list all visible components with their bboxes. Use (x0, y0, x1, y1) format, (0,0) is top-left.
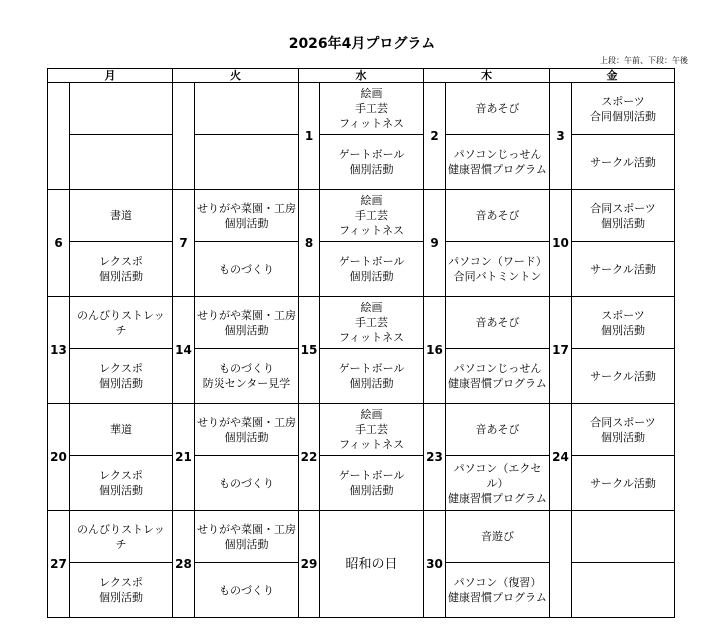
afternoon-activity: ゲートボール 個別活動 (320, 349, 424, 404)
program-calendar (47, 68, 675, 618)
morning-activity: 絵画 手工芸 フィットネス (320, 190, 424, 242)
morning-activity: 絵画 手工芸 フィットネス (320, 404, 424, 456)
afternoon-activity (70, 135, 173, 190)
day-number: 22 (299, 404, 320, 511)
morning-activity: 絵画 手工芸 フィットネス (320, 83, 424, 135)
day-number: 14 (173, 297, 195, 404)
day-number: 21 (173, 404, 195, 511)
week-pm-row (48, 135, 675, 190)
day-number: 10 (550, 190, 572, 297)
afternoon-activity: サークル活動 (572, 242, 675, 297)
day-number: 24 (550, 404, 572, 511)
afternoon-activity: レクスポ 個別活動 (70, 563, 173, 618)
morning-activity (572, 511, 675, 563)
afternoon-activity: ものづくり (195, 563, 299, 618)
day-number: 1 (299, 83, 320, 190)
weekday-header: 金 (550, 69, 675, 83)
afternoon-activity: パソコンじっせん 健康習慣プログラム (446, 349, 550, 404)
day-number: 8 (299, 190, 320, 297)
morning-activity: スポーツ 個別活動 (572, 297, 675, 349)
day-number: 15 (299, 297, 320, 404)
week-pm-row (48, 242, 675, 297)
day-number: 23 (424, 404, 446, 511)
schedule-note: 上段：午前、下段：午後 (600, 56, 688, 65)
afternoon-activity: レクスポ 個別活動 (70, 242, 173, 297)
day-number: 20 (48, 404, 70, 511)
day-number: 3 (550, 83, 572, 190)
weekday-header: 水 (299, 69, 424, 83)
morning-activity: 絵画 手工芸 フィットネス (320, 297, 424, 349)
week-am-row (48, 404, 675, 456)
weekday-header: 月 (48, 69, 173, 83)
day-number: 17 (550, 297, 572, 404)
morning-activity: 音あそび (446, 190, 550, 242)
afternoon-activity: サークル活動 (572, 349, 675, 404)
morning-activity (195, 83, 299, 135)
day-number: 2 (424, 83, 446, 190)
morning-activity: 音遊び (446, 511, 550, 563)
week-pm-row (48, 349, 675, 404)
corner-mark: . (47, 60, 49, 67)
day-number: 30 (424, 511, 446, 618)
afternoon-activity: パソコンじっせん 健康習慣プログラム (446, 135, 550, 190)
morning-activity: せりがや菜園・工房 個別活動 (195, 297, 299, 349)
morning-activity: 書道 (70, 190, 173, 242)
morning-activity: せりがや菜園・工房 個別活動 (195, 190, 299, 242)
calendar-body (48, 83, 675, 618)
morning-activity: 合同スポーツ 個別活動 (572, 404, 675, 456)
weekday-header: 木 (424, 69, 550, 83)
day-number: 9 (424, 190, 446, 297)
day-number: 28 (173, 511, 195, 618)
week-am-row (48, 83, 675, 135)
morning-activity: スポーツ 合同個別活動 (572, 83, 675, 135)
afternoon-activity: ものづくり 防災センター見学 (195, 349, 299, 404)
day-number (550, 511, 572, 618)
week-pm-row (48, 456, 675, 511)
morning-activity: 音あそび (446, 404, 550, 456)
afternoon-activity: サークル活動 (572, 135, 675, 190)
afternoon-activity: ゲートボール 個別活動 (320, 242, 424, 297)
afternoon-activity: パソコン（ワード） 合同バトミントン (446, 242, 550, 297)
day-number: 27 (48, 511, 70, 618)
holiday-cell: 昭和の日 (320, 511, 424, 618)
morning-activity: のんびりストレッチ (70, 511, 173, 563)
day-number (173, 83, 195, 190)
morning-activity: せりがや菜園・工房 個別活動 (195, 511, 299, 563)
afternoon-activity: ものづくり (195, 242, 299, 297)
afternoon-activity: サークル活動 (572, 456, 675, 511)
afternoon-activity: レクスポ 個別活動 (70, 456, 173, 511)
day-number: 16 (424, 297, 446, 404)
afternoon-activity: レクスポ 個別活動 (70, 349, 173, 404)
morning-activity: せりがや菜園・工房 個別活動 (195, 404, 299, 456)
afternoon-activity (572, 563, 675, 618)
page-title: 2026年4月プログラム (288, 36, 436, 52)
morning-activity: 音あそび (446, 83, 550, 135)
weekday-header: 火 (173, 69, 299, 83)
afternoon-activity: パソコン（復習） 健康習慣プログラム (446, 563, 550, 618)
afternoon-activity: ゲートボール 個別活動 (320, 456, 424, 511)
day-number: 7 (173, 190, 195, 297)
week-am-row (48, 190, 675, 242)
afternoon-activity: パソコン（エクセル） 健康習慣プログラム (446, 456, 550, 511)
day-number: 29 (299, 511, 320, 618)
morning-activity: 音あそび (446, 297, 550, 349)
morning-activity: 華道 (70, 404, 173, 456)
morning-activity (70, 83, 173, 135)
afternoon-activity (195, 135, 299, 190)
day-number: 13 (48, 297, 70, 404)
morning-activity: のんびりストレッチ (70, 297, 173, 349)
afternoon-activity: ゲートボール 個別活動 (320, 135, 424, 190)
week-am-row (48, 297, 675, 349)
weekday-header-row (48, 69, 675, 83)
week-am-row (48, 511, 675, 563)
afternoon-activity: ものづくり (195, 456, 299, 511)
day-number (48, 83, 70, 190)
morning-activity: 合同スポーツ 個別活動 (572, 190, 675, 242)
day-number: 6 (48, 190, 70, 297)
